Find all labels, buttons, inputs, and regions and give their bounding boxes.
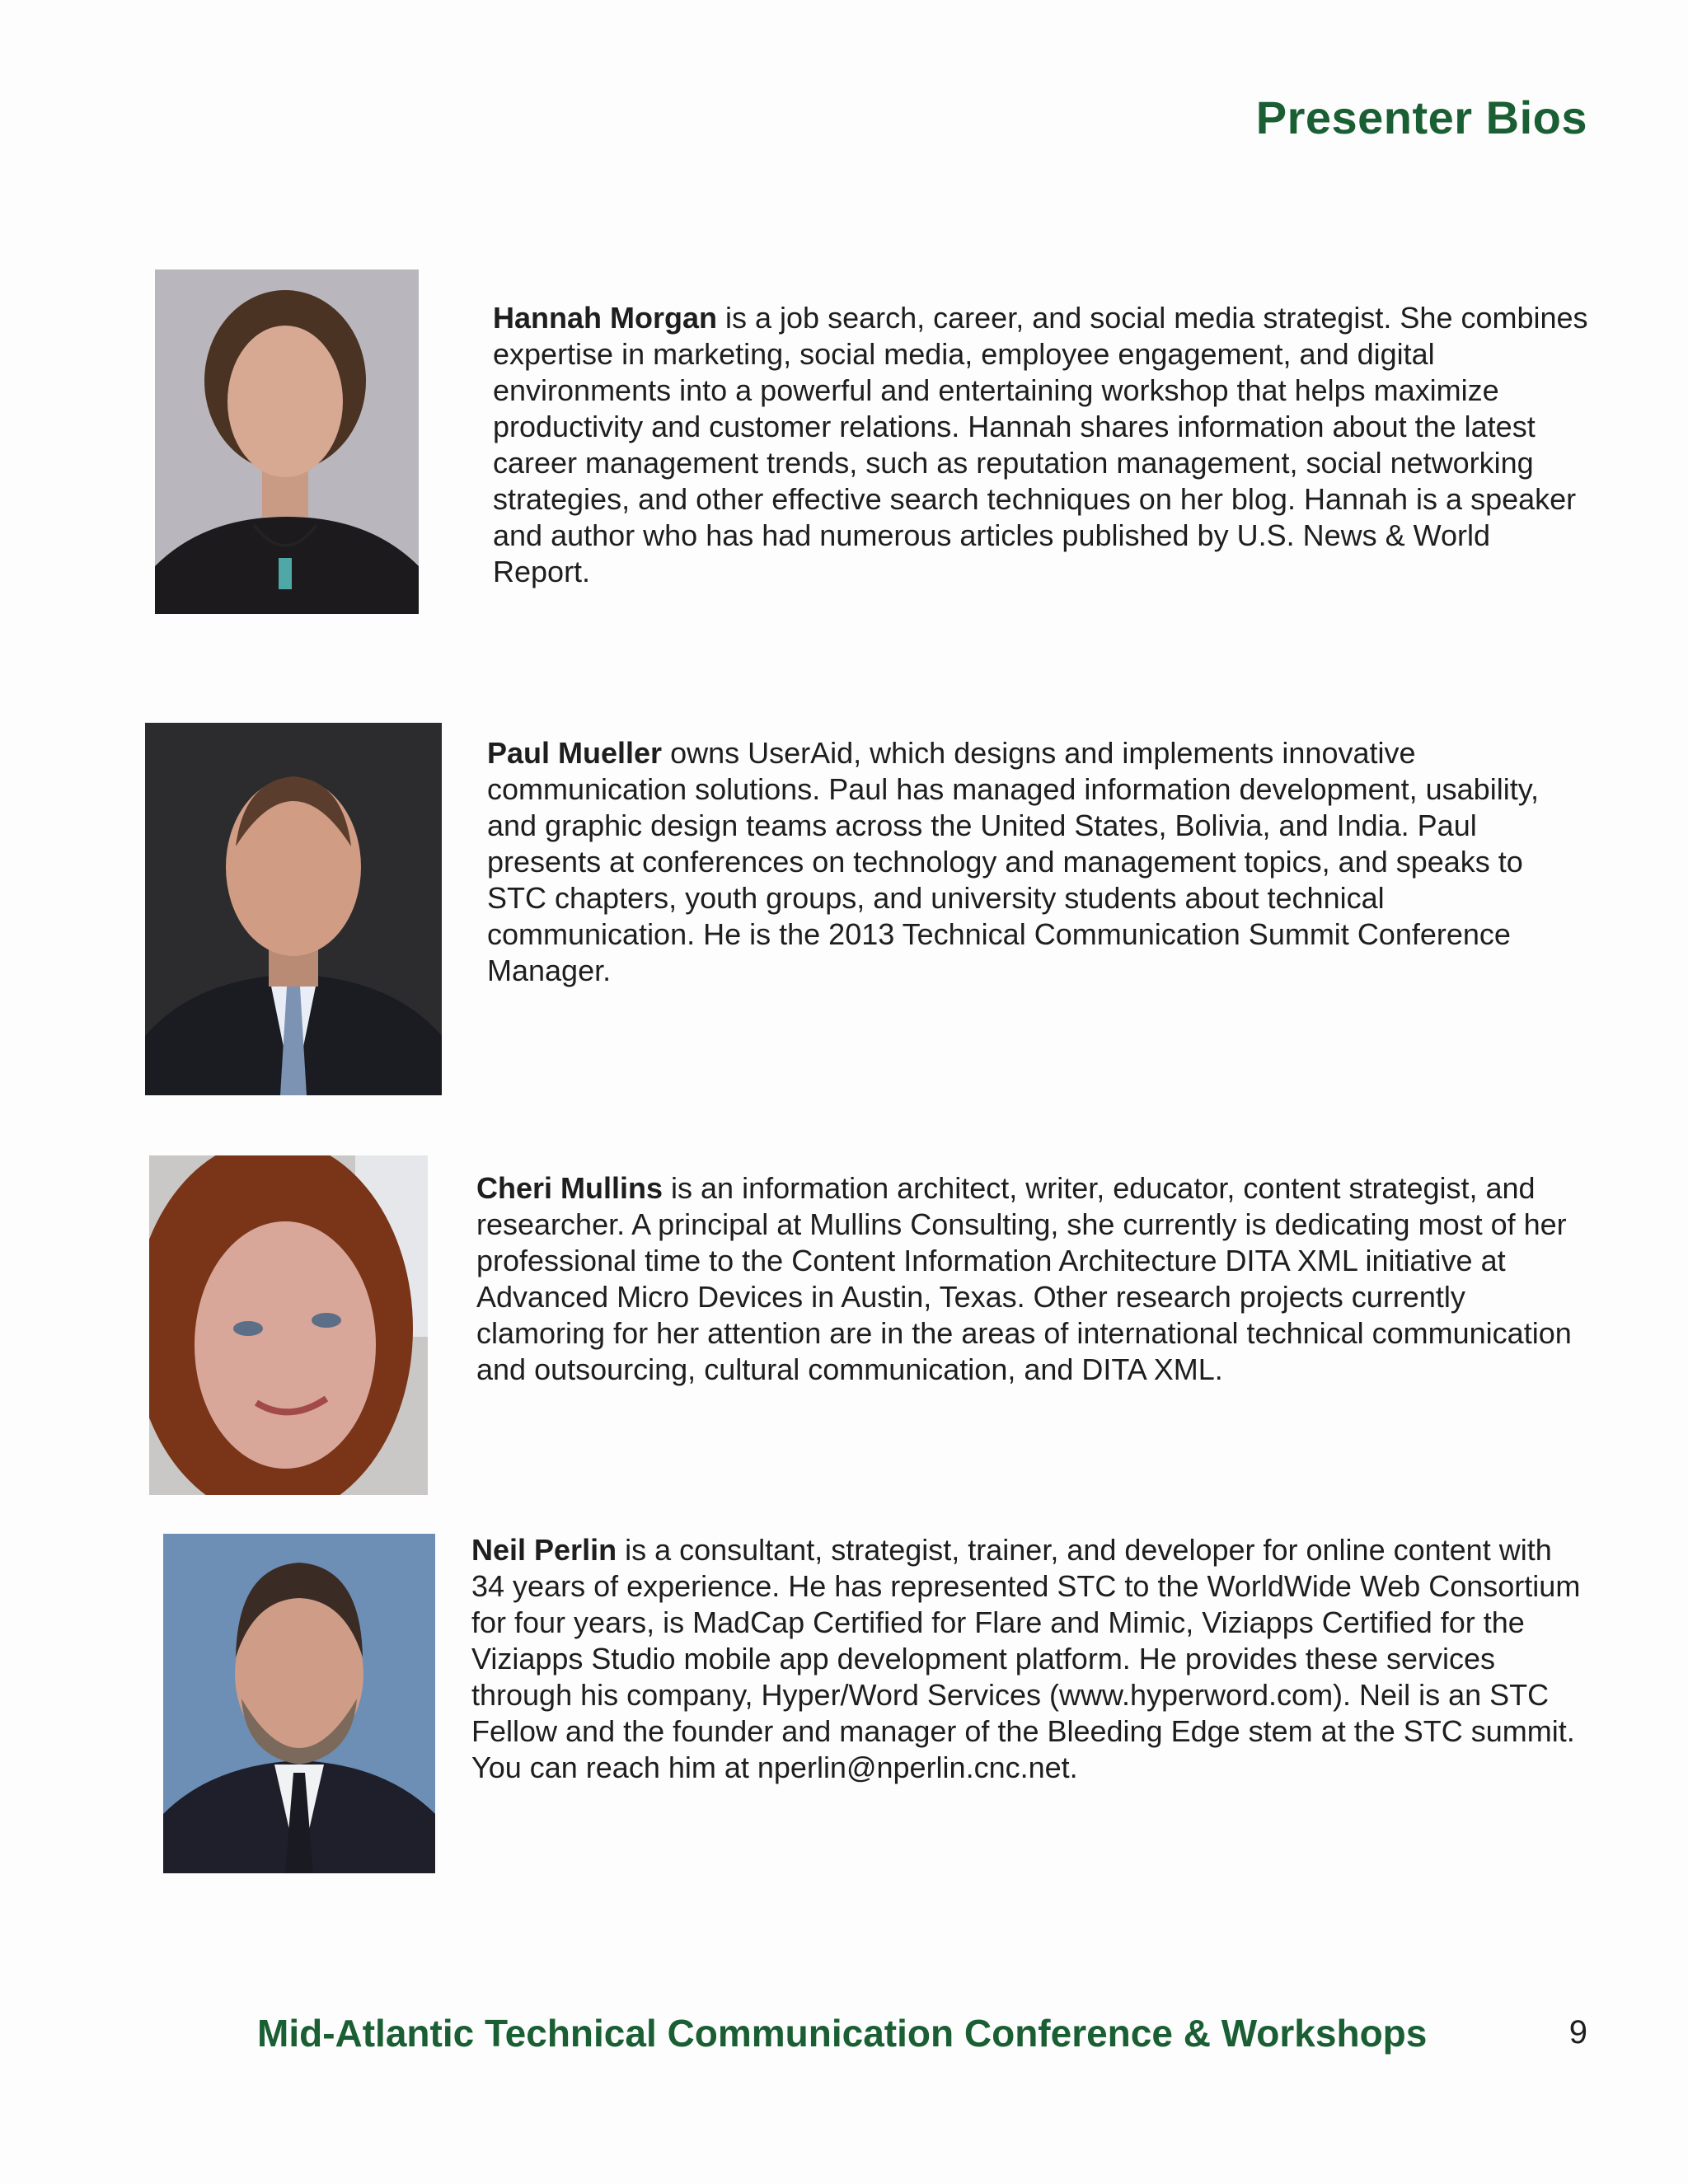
presenter-bio — [493, 300, 1594, 590]
presenter-bio-text: is an information architect, writer, educator, content strategist, and researcher. A principal at Mullins Consulting, she currently is dedicating most of her professional time to the Content Information Architecture DITA XML initiative at Advanced Micro Devices in Austin, Texas. Other research projects currently clamoring for her attention are in the areas of international technical communication and outsourcing, cultural communication, and DITA XML. — [476, 1171, 1572, 1386]
presenter-photo-neil-perlin — [163, 1534, 435, 1873]
presenter-photo-cheri-mullins — [149, 1155, 428, 1495]
presenter-bio-text: is a consultant, strategist, trainer, and developer for online content with 34 years of experience. He has represented STC to the WorldWide Web Consortium for four years, is MadCap Certified for Flare and Mimic, Viziapps Certified for the Viziapps Studio mobile app development platform. He provides these services through his company, Hyper/Word Services (www.hyperword.com). Neil is an STC Fellow and the founder and manager of the Bleeding Edge stem at the STC summit. You can reach him at nperlin@nperlin.cnc.net. — [471, 1533, 1581, 1784]
presenter-photo-hannah-morgan — [155, 269, 419, 614]
presenter-photo-paul-mueller — [145, 723, 442, 1095]
presenter-bio — [487, 735, 1575, 989]
presenter-bio — [471, 1532, 1586, 1786]
page-title: Presenter Bios — [1255, 91, 1587, 143]
presenter-name: Paul Mueller — [487, 736, 663, 770]
presenter-bio-text: owns UserAid, which designs and implements innovative communication solutions. Paul has managed information development, usability, and graphic design teams across the United States, Bolivia, and India. Paul presents at conferences on technology and management topics, and speaks to STC chapters, youth groups, and university students about technical communication. He is the 2013 Technical Communication Summit Conference Manager. — [487, 736, 1540, 987]
footer-title: Mid-Atlantic Technical Communication Conference & Workshops — [257, 2012, 1428, 2055]
presenter-name: Hannah Morgan — [493, 301, 718, 335]
presenter-name: Cheri Mullins — [476, 1171, 663, 1205]
page-number: 9 — [1568, 2014, 1587, 2050]
presenter-bio-text: is a job search, career, and social media strategist. She combines expertise in marketing, social media, employee engagement, and digital environments into a powerful and entertaining workshop that helps maximize productivity and customer relations. Hannah shares information about the latest career management trends, such as reputation management, social networking strategies, and other effective search techniques on her blog. Hannah is a speaker and author who has had numerous articles published by U.S. News & World Report. — [493, 301, 1588, 588]
presenter-name: Neil Perlin — [471, 1533, 617, 1567]
presenter-bio — [476, 1170, 1581, 1388]
